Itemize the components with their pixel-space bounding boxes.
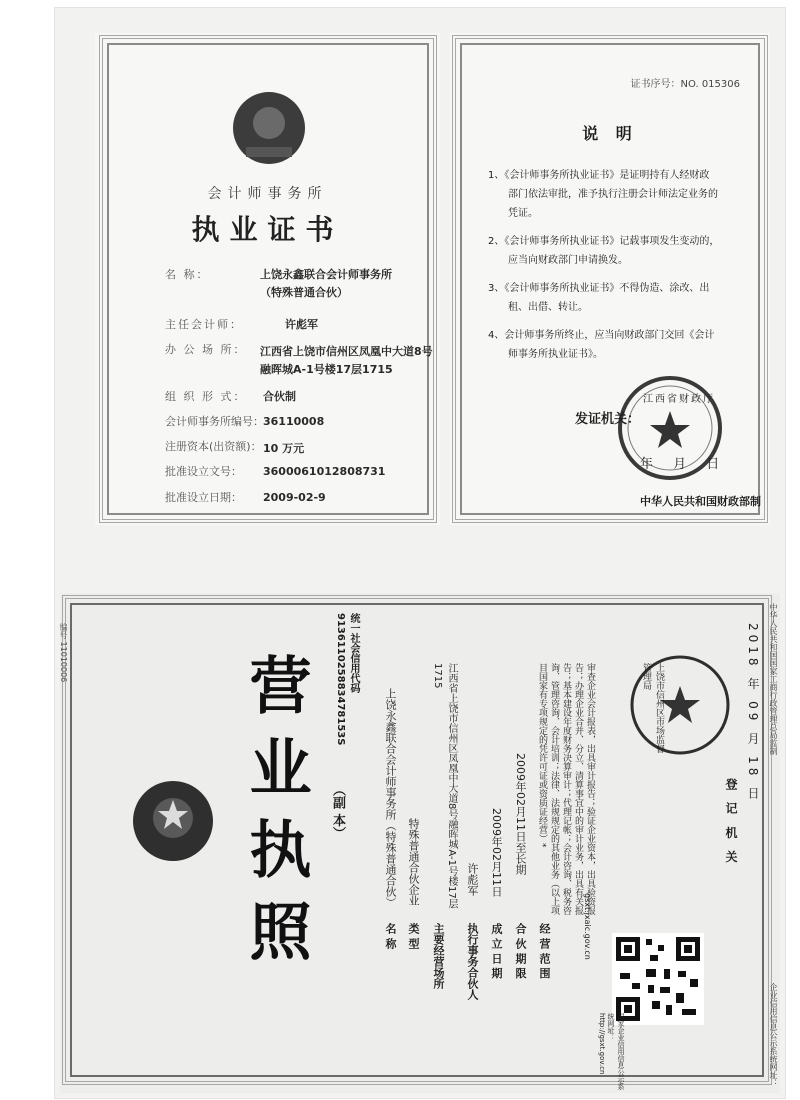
national-emblem-icon (130, 778, 216, 864)
note-line: 部门依法审批，准予执行注册会计师法定业务的 (508, 189, 718, 200)
issuer-date: 年 月 日 (640, 457, 728, 472)
national-emblem-icon (230, 89, 308, 167)
license-row-label: 经 营 范 围 (538, 923, 551, 979)
field-capital-label: 注册资本(出资额)： (165, 440, 262, 453)
note-line: 租、出借、转让。 (508, 302, 588, 313)
side-note: 国家企业信用信息公示系统网址：http://gsxt.gov.cn (598, 1013, 625, 1090)
note-line: 师事务所执业证书》。 (508, 349, 603, 360)
field-capital-value: 10 万元 (263, 442, 305, 455)
field-firm-no-label: 会计师事务所编号： (165, 415, 264, 428)
note-line: 应当向财政部门申请换发。 (508, 255, 628, 266)
license-title: 营业执照 (239, 653, 312, 981)
license-row-label: 执行事务合伙人 (466, 923, 479, 1000)
license-row-value: 特殊普通合伙企业 (407, 818, 420, 906)
license-row-label: 名 称 (384, 923, 397, 949)
certificate-title: 执业证书 (191, 213, 344, 246)
field-org-label: 组 织 形 式： (165, 390, 247, 403)
license-row-value: 2009年02月11日 (490, 808, 503, 897)
field-office-label: 办 公 场 所： (165, 343, 247, 356)
field-approval-date-value: 2009-02-9 (263, 491, 326, 504)
seal-text: 江西省财政厅 (643, 394, 715, 405)
footer-right: 中华人民共和国国家工商行政管理总局监制 (769, 603, 778, 755)
field-approval-no-label: 批准设立文号： (165, 465, 242, 478)
notes-title: 说 明 (582, 124, 638, 143)
license-row-label: 合 伙 期 限 (514, 923, 527, 979)
scanned-page (55, 8, 785, 1098)
field-office-value-2: 融晖城A-1号楼17层1715 (260, 363, 393, 376)
qr-code-icon (612, 933, 704, 1025)
field-approval-date-label: 批准设立日期： (165, 491, 242, 504)
certificate-right-panel (450, 33, 770, 525)
license-row-value: 许彪军 (466, 863, 479, 896)
field-cpa-value: 许彪军 (285, 318, 318, 331)
field-cpa-label: 主任会计师： (165, 318, 243, 331)
issuer-label: 发证机关： (575, 412, 641, 427)
issue-date: 2018 年 09 月 18 日 (746, 623, 760, 804)
issuer-label: 登 记 机 关 (724, 778, 738, 867)
url-text: gsxt.jxaic.gov.cn (583, 893, 592, 960)
seal-text: 上饶市信州区市场监督管理局 (641, 663, 664, 753)
license-row-value: 2009年02月11日至长期 (514, 753, 527, 875)
note-line: 4、会计师事务所终止，应当向财政部门交回《会计 (488, 330, 715, 341)
note-line: 2、《会计师事务所执业证书》记载事项发生变动的， (488, 236, 720, 247)
issuer-org: 中华人民共和国财政部制 (640, 495, 761, 508)
serial-number: 证书序号：NO. 015306 (630, 79, 740, 90)
field-name-value: 上饶永鑫联合会计师事务所 (260, 268, 392, 281)
certificate-header: 会计师事务所 (207, 186, 328, 202)
license-row-value: 上饶永鑫联合会计师事务所（特殊普通合伙） (384, 688, 397, 908)
field-firm-no-value: 36110008 (263, 415, 325, 428)
edge-serial: 编号 11010006 (59, 623, 68, 683)
license-row-value: 江西省上饶市信州区凤凰中大道8号融晖城A-1号楼17层1715 (432, 663, 457, 909)
business-license (60, 593, 780, 1093)
note-line: 1、《会计师事务所执业证书》是证明持有人经财政 (488, 170, 710, 181)
field-name-label: 名 称： (165, 268, 210, 281)
field-office-value: 江西省上饶市信州区凤凰中大道8号 (260, 345, 433, 358)
note-line: 3、《会计师事务所执业证书》不得伪造、涂改、出 (488, 283, 710, 294)
license-row-label: 成 立 日 期 (490, 923, 503, 979)
field-org-value: 合伙制 (263, 390, 296, 403)
field-approval-no-value: 3600061012808731 (263, 465, 386, 478)
certificate-left-panel (95, 33, 440, 525)
license-row-label: 主要经营场所 (432, 923, 445, 989)
credit-code: 统一社会信用代码 913611025883478153S (335, 613, 359, 746)
field-name-value-2: （特殊普通合伙） (260, 286, 348, 299)
license-row-value: 审查企业会计报表，出具审计报告；验证企业资本，出具验资报告；办理企业合并、分立、清算事宜中的审计业务，出具有关报告；基本建设年度财务决算审计；代理记帐；会计咨询、税务咨询、管理咨询、会计培训；法律、法规规定的其他业务（以上项目国家有专项规定的凭许可证或资质证经营）* (537, 663, 595, 915)
footer-left: 企业信用信息公示系统网址： (769, 983, 778, 1087)
note-line: 凭证。 (508, 208, 538, 219)
license-row-label: 类 型 (407, 923, 420, 949)
copy-label: （副 本） (330, 783, 345, 840)
